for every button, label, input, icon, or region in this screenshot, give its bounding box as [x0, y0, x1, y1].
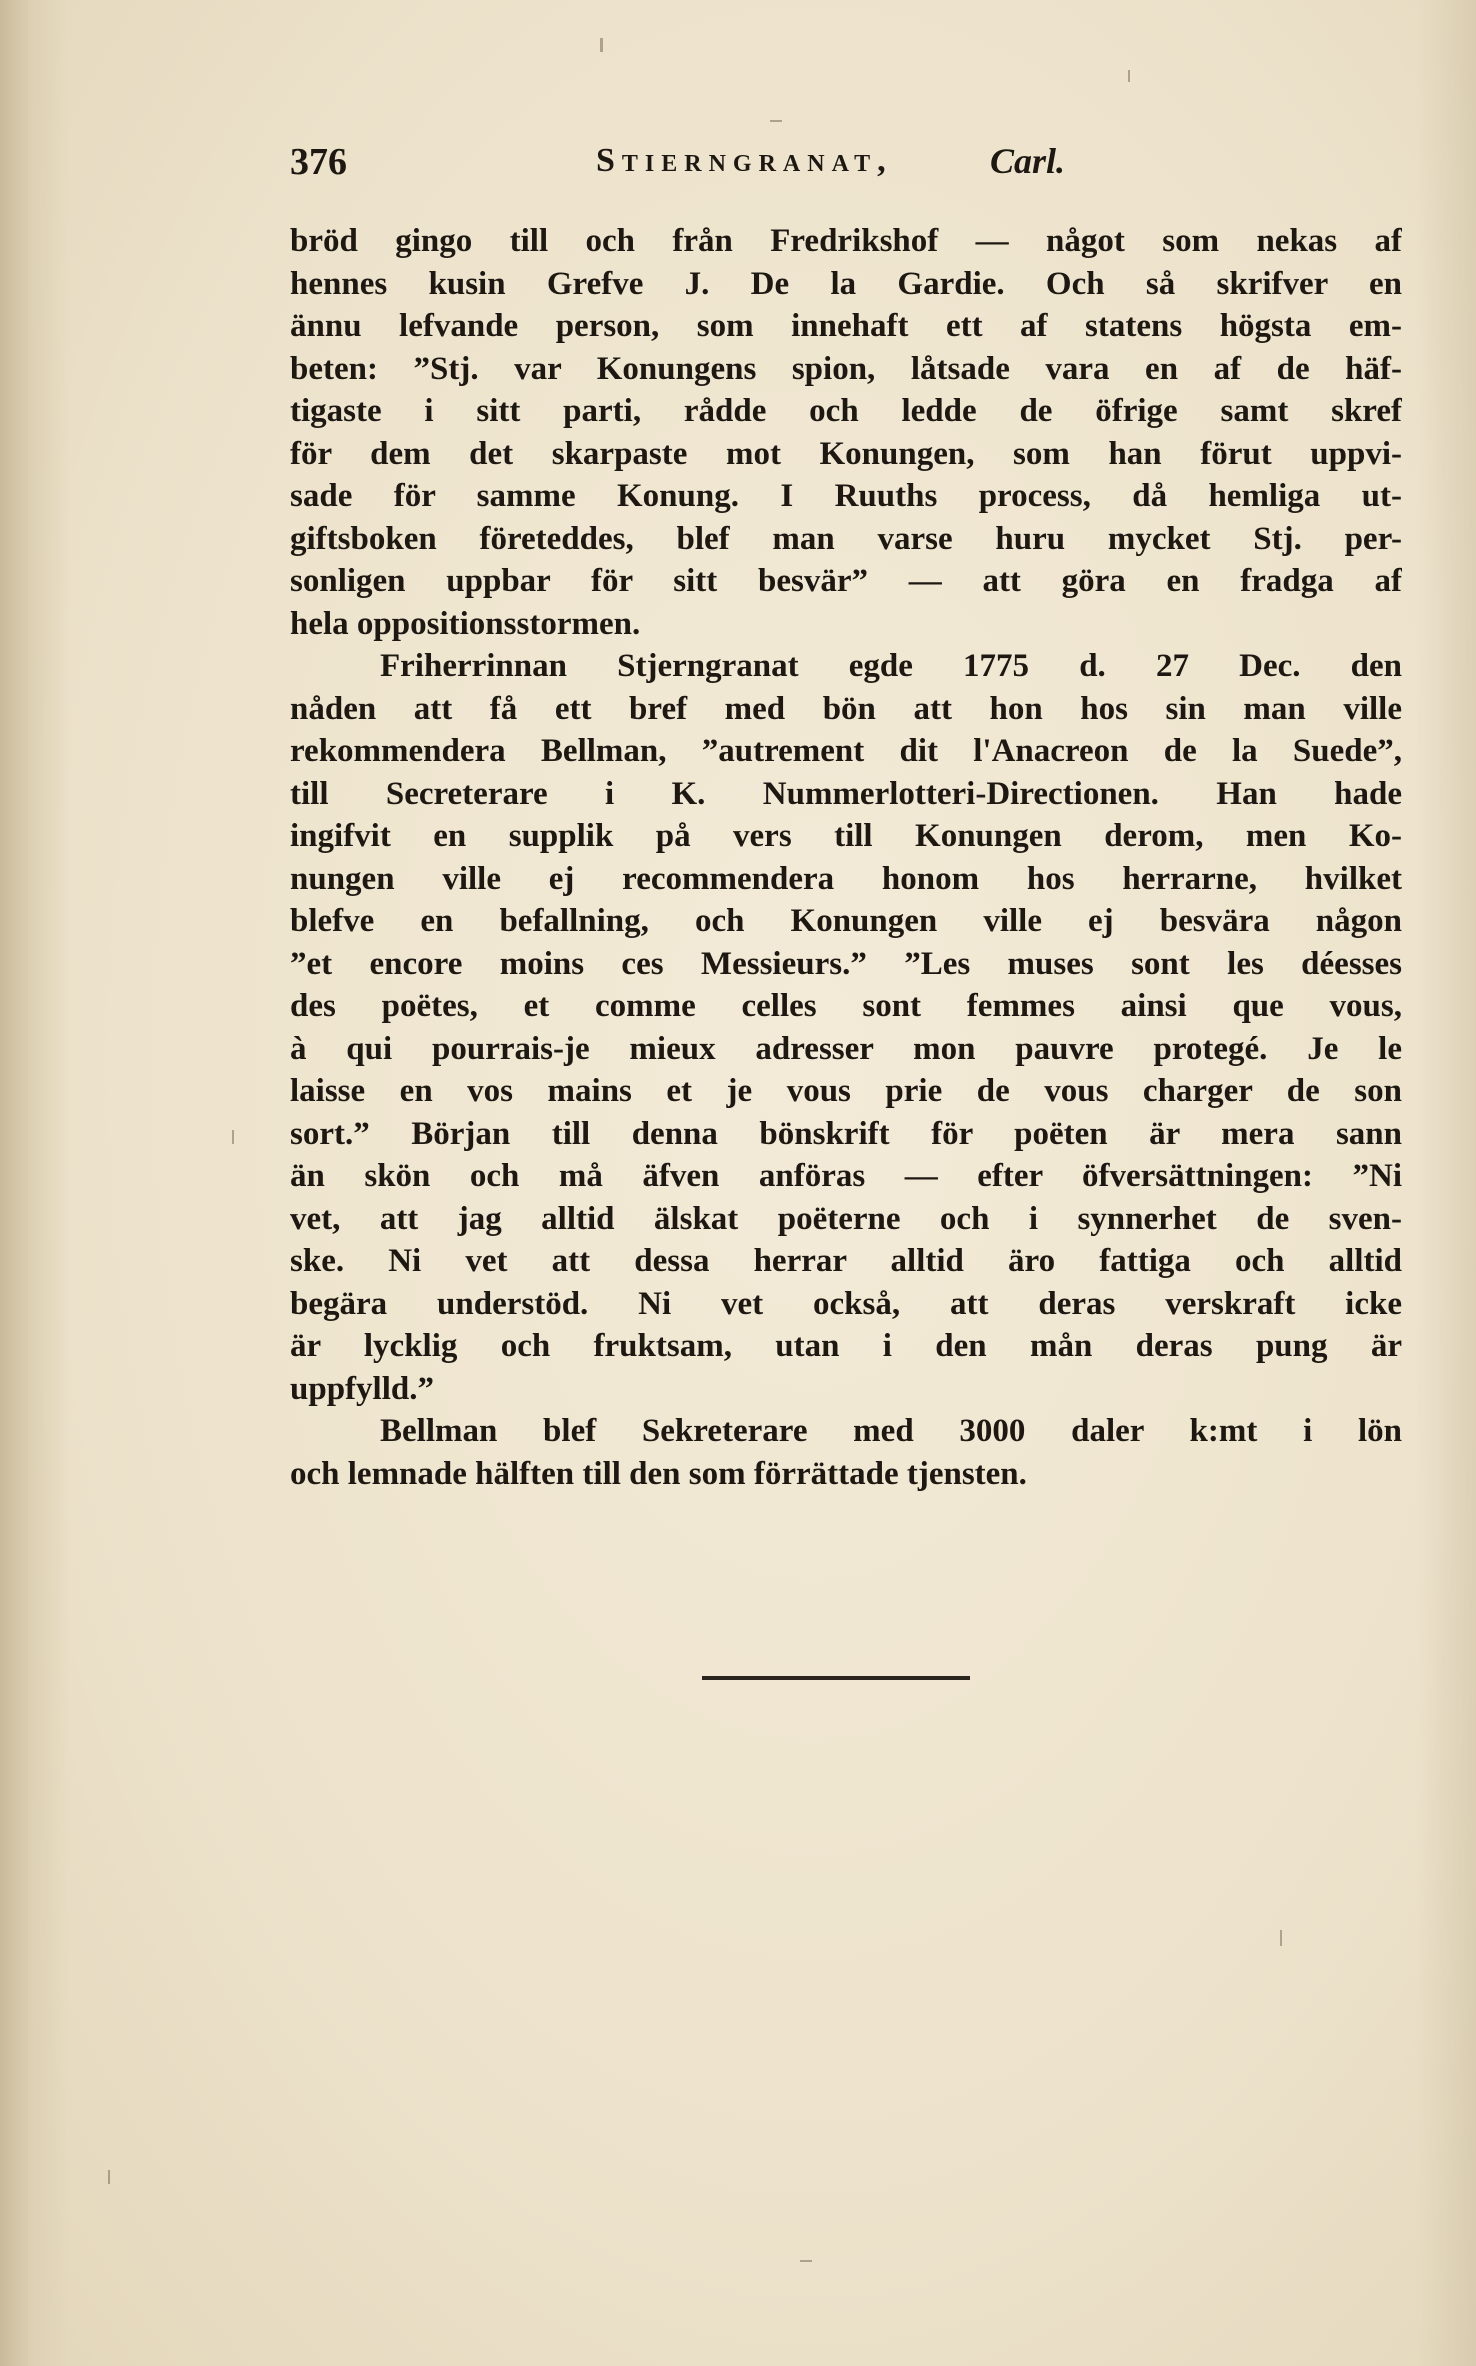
paper-speck — [1280, 1930, 1282, 1946]
spine-shadow — [0, 0, 70, 2366]
page-header — [290, 140, 1420, 200]
text-line: nungen ville ej recommendera honom hos herrarne, hvilket — [290, 860, 1402, 897]
text-line: hela oppositionsstormen. — [290, 605, 641, 642]
text-line: ”et encore moins ces Messieurs.” ”Les muses sont les déesses — [290, 945, 1402, 982]
running-head-name: Carl. — [990, 141, 1066, 181]
text-line: begära understöd. Ni vet också, att deras verskraft icke — [290, 1285, 1402, 1322]
paper-speck — [232, 1130, 234, 1144]
text-line: à qui pourrais-je mieux adresser mon pauvre protegé. Je le — [290, 1030, 1402, 1067]
paper-speck — [108, 2170, 110, 2184]
page-edge-shadow — [1416, 0, 1476, 2366]
text-line: ännu lefvande person, som innehaft ett af statens högsta em- — [290, 308, 1402, 344]
paper-speck — [1128, 70, 1130, 82]
text-line: hennes kusin Grefve J. De la Gardie. Och så skrifver en — [290, 265, 1402, 302]
text-line: laisse en vos mains et je vous prie de vous charger de son — [290, 1073, 1402, 1109]
text-line: än skön och må äfven anföras — efter öfversättningen: ”Ni — [290, 1158, 1402, 1194]
text-line: vet, att jag alltid älskat poëterne och i synnerhet de sven- — [290, 1200, 1402, 1237]
paragraph-start-line: Bellman blef Sekreterare med 3000 daler k:mt i lön — [380, 1413, 1402, 1449]
body-text — [290, 220, 1402, 1495]
text-line: tigaste i sitt parti, rådde och ledde de öfrige samt skref — [290, 393, 1402, 429]
text-line: sort.” Början till denna bönskrift för poëten är mera sann — [290, 1115, 1402, 1152]
text-line: des poëtes, et comme celles sont femmes ainsi que vous, — [290, 988, 1402, 1024]
text-line: blefve en befallning, och Konungen ville ej besvära någon — [290, 903, 1402, 939]
text-line: ske. Ni vet att dessa herrar alltid äro fattiga och alltid — [290, 1243, 1402, 1279]
text-line: sade för samme Konung. I Ruuths process, då hemliga ut- — [290, 478, 1402, 514]
text-line: och lemnade hälften till den som förrättade tjensten. — [290, 1455, 1027, 1492]
text-line: giftsboken företeddes, blef man varse huru mycket Stj. per- — [290, 520, 1402, 557]
text-line: är lycklig och fruktsam, utan i den mån deras pung är — [290, 1328, 1402, 1364]
paper-speck — [770, 120, 782, 122]
text-line: ingifvit en supplik på vers till Konungen derom, men Ko- — [290, 818, 1402, 854]
text-line: uppfylld.” — [290, 1370, 434, 1407]
paragraph-start-line: Friherrinnan Stjerngranat egde 1775 d. 27 Dec. den — [380, 648, 1402, 684]
page-number: 376 — [290, 141, 347, 183]
text-line: rekommendera Bellman, ”autrement dit l'Anacreon de la Suede”, — [290, 733, 1402, 769]
paper-speck — [800, 2260, 812, 2262]
running-head: Stierngranat, — [596, 142, 893, 179]
section-end-rule — [702, 1676, 970, 1680]
text-line: bröd gingo till och från Fredrikshof — något som nekas af — [290, 223, 1402, 259]
text-line: för dem det skarpaste mot Konungen, som han förut uppvi- — [290, 435, 1402, 472]
text-line: beten: ”Stj. var Konungens spion, låtsade vara en af de häf- — [290, 350, 1402, 387]
paper-speck — [600, 38, 603, 52]
text-line: nåden att få ett bref med bön att hon hos sin man ville — [290, 690, 1402, 727]
text-line: sonligen uppbar för sitt besvär” — att göra en fradga af — [290, 563, 1402, 599]
text-line: till Secreterare i K. Nummerlotteri-Directionen. Han hade — [290, 775, 1402, 812]
